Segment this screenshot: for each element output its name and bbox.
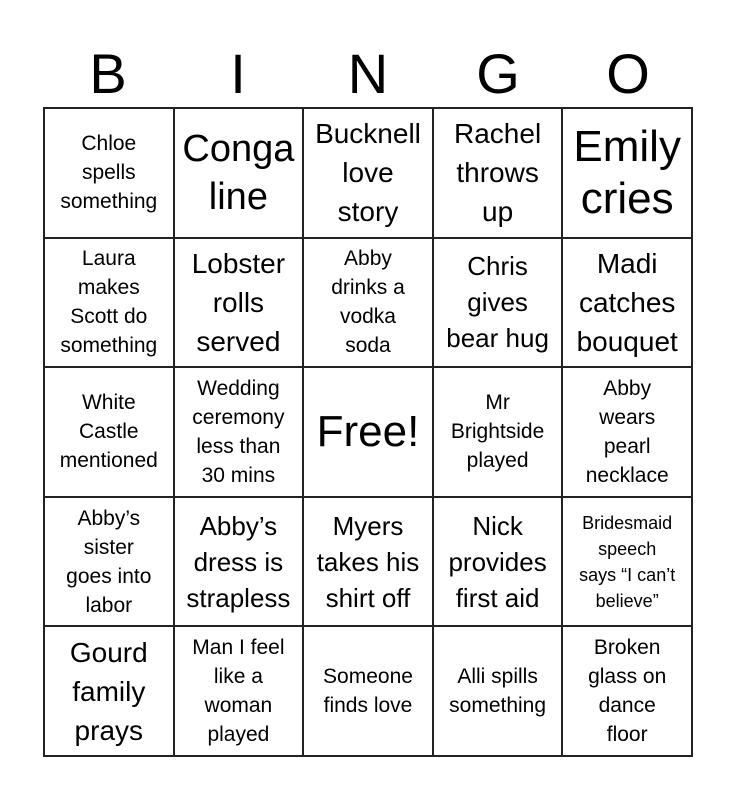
cell-text: Gourd family prays <box>69 636 148 746</box>
bingo-cell[interactable] <box>562 367 692 497</box>
bingo-cell[interactable] <box>174 367 304 497</box>
cell-text: Broken glass on dance floor <box>588 636 667 747</box>
cell-text: Wedding ceremony less than 30 mins <box>192 376 285 487</box>
cell-text: Madi catches bouquet <box>576 247 678 357</box>
cell-text: Abby’s sister goes into labor <box>66 506 152 617</box>
header-letter-i: I <box>230 42 246 105</box>
cell-text: Myers takes his shirt off <box>316 510 420 613</box>
cell-text: Abby wears pearl necklace <box>585 376 669 487</box>
bingo-cell[interactable] <box>433 238 563 368</box>
bingo-cell[interactable] <box>44 108 174 238</box>
cell-text: Chris gives bear hug <box>446 251 549 354</box>
cell-text: Bucknell love story <box>315 118 421 228</box>
bingo-cell[interactable] <box>44 626 174 756</box>
cell-text: Free! <box>316 406 420 456</box>
cell-text: Nick provides first aid <box>448 510 547 613</box>
cell-text: Lobster rolls served <box>191 247 286 357</box>
bingo-cell[interactable] <box>303 497 433 627</box>
header-letter-o: O <box>606 42 650 105</box>
bingo-cell[interactable] <box>174 626 304 756</box>
bingo-cell[interactable] <box>44 238 174 368</box>
cell-text: Abby drinks a vodka soda <box>331 247 405 358</box>
bingo-cell[interactable] <box>433 108 563 238</box>
bingo-cell[interactable] <box>433 367 563 497</box>
cell-text: Alli spills something <box>449 665 547 718</box>
bingo-cell[interactable] <box>174 497 304 627</box>
bingo-cell[interactable] <box>44 367 174 497</box>
bingo-cell[interactable] <box>433 497 563 627</box>
header-letter-n: N <box>347 42 389 105</box>
header-letter-b: B <box>89 42 127 105</box>
bingo-cell[interactable] <box>303 626 433 756</box>
bingo-cell[interactable] <box>562 238 692 368</box>
bingo-cell[interactable] <box>174 108 304 238</box>
cell-text: Someone finds love <box>323 665 413 718</box>
bingo-cell[interactable] <box>44 497 174 627</box>
bingo-cell[interactable] <box>562 626 692 756</box>
cell-text: Man I feel like a woman played <box>192 636 285 747</box>
cell-text: Abby’s dress is strapless <box>186 510 291 613</box>
bingo-cell[interactable] <box>303 108 433 238</box>
cell-text: Emily cries <box>573 121 681 223</box>
cell-text: Mr Brightside played <box>450 391 545 473</box>
bingo-cell[interactable] <box>562 497 692 627</box>
bingo-grid <box>43 107 693 757</box>
bingo-cell[interactable] <box>303 238 433 368</box>
cell-text: Laura makes Scott do something <box>60 247 158 358</box>
bingo-cell-free[interactable] <box>303 367 433 497</box>
cell-text: Rachel throws up <box>454 118 542 228</box>
bingo-cell[interactable] <box>562 108 692 238</box>
cell-text: Bridesmaid speech says “I can’t believe” <box>579 512 676 611</box>
bingo-cell[interactable] <box>174 238 304 368</box>
bingo-cell[interactable] <box>433 626 563 756</box>
bingo-header <box>43 40 693 108</box>
header-letter-g: G <box>476 42 520 105</box>
cell-text: Conga line <box>182 127 295 218</box>
cell-text: Chloe spells something <box>60 132 158 214</box>
cell-text: White Castle mentioned <box>59 391 158 473</box>
